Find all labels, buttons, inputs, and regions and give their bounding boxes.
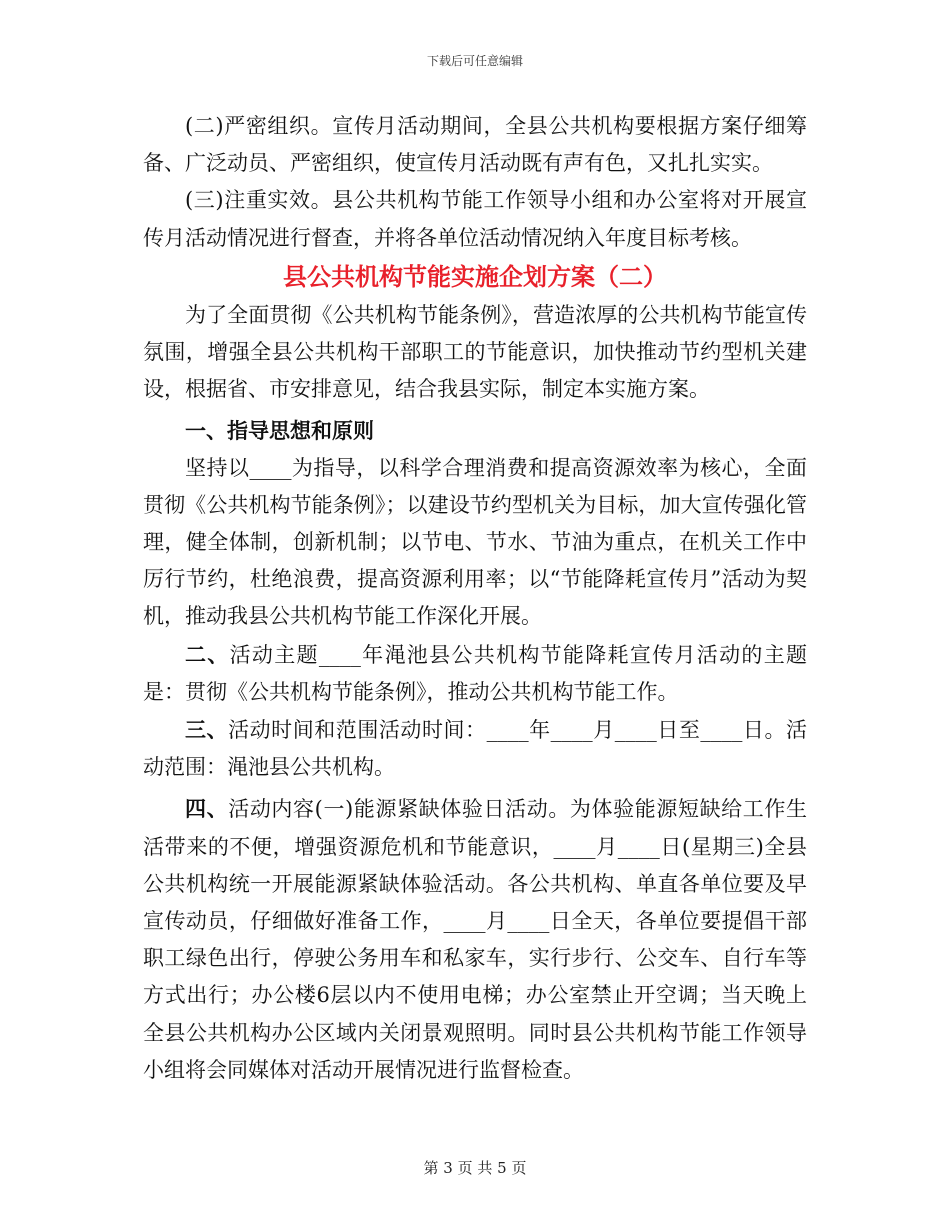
document-body — [143, 108, 807, 1089]
section-number-four: 四、 — [185, 796, 229, 822]
header-note: 下载后可任意编辑 — [426, 54, 523, 68]
paragraph-strict-organization: (二)严密组织。宣传月活动期间，全县公共机构要根据方案仔细筹备、广泛动员、严密组织，使宣传月活动既有声有色，又扎扎实实。 — [143, 114, 807, 176]
section-heading-guiding-principles: 一、指导思想和原则 — [185, 418, 374, 444]
paragraph-activity-time-scope — [143, 711, 807, 786]
section-number-two: 二、 — [185, 641, 230, 667]
paragraph-focus-effectiveness: (三)注重实效。县公共机构节能工作领导小组和办公室将对开展宣传月活动情况进行督查，并将各单位活动情况纳入年度目标考核。 — [143, 188, 807, 250]
paragraph-intro: 为了全面贯彻《公共机构节能条例》，营造浓厚的公共机构节能宣传氛围，增强全县公共机构干部职工的节能意识，加快推动节约型机关建设，根据省、市安排意见，结合我县实际，制定本实施方案。 — [143, 302, 807, 402]
activity-content-text: 活动内容(一)能源紧缺体验日活动。为体验能源短缺给工作生活带来的不便，增强资源危机和节能意识，____月____日(星期三)全县公共机构统一开展能源紧缺体验活动。各公共机构、单直各单位要及早宣传动员，仔细做好准备工作，____月____日全天，各单位要提倡干部职工绿色出行，停驶公务用车和私家车，实行步行、公交车、自行车等方式出行；办公楼6层以内不使用电梯；办公室禁止开空调；当天晚上全县公共机构办公区域内关闭景观照明。同时县公共机构节能工作领导小组将会同媒体对活动开展情况进行监督检查。 — [143, 797, 807, 1082]
paragraph-activity-content — [143, 790, 807, 1089]
activity-theme-text: 活动主题____年渑池县公共机构节能降耗宣传月活动的主题是：贯彻《公共机构节能条例》，推动公共机构节能工作。 — [143, 642, 808, 704]
page-number-footer: 第 3 页 共 5 页 — [423, 1159, 527, 1177]
paragraph-guiding-principles: 坚持以____为指导，以科学合理消费和提高资源效率为核心，全面贯彻《公共机构节能条例》；以建设节约型机关为目标，加大宣传强化管理，健全体制，创新机制；以节电、节水、节油为重点，在机关工作中厉行节约，杜绝浪费，提高资源利用率；以“节能降耗宣传月”活动为契机，推动我县公共机构节能工作深化开展。 — [143, 455, 807, 629]
activity-time-scope-text: 活动时间和范围活动时间：____年____月____日至____日。活动范围：渑池县公共机构。 — [143, 718, 808, 780]
section-number-three: 三、 — [185, 717, 229, 743]
paragraph-activity-theme — [143, 636, 807, 711]
document-title: 县公共机构节能实施企划方案（二） — [283, 261, 667, 291]
